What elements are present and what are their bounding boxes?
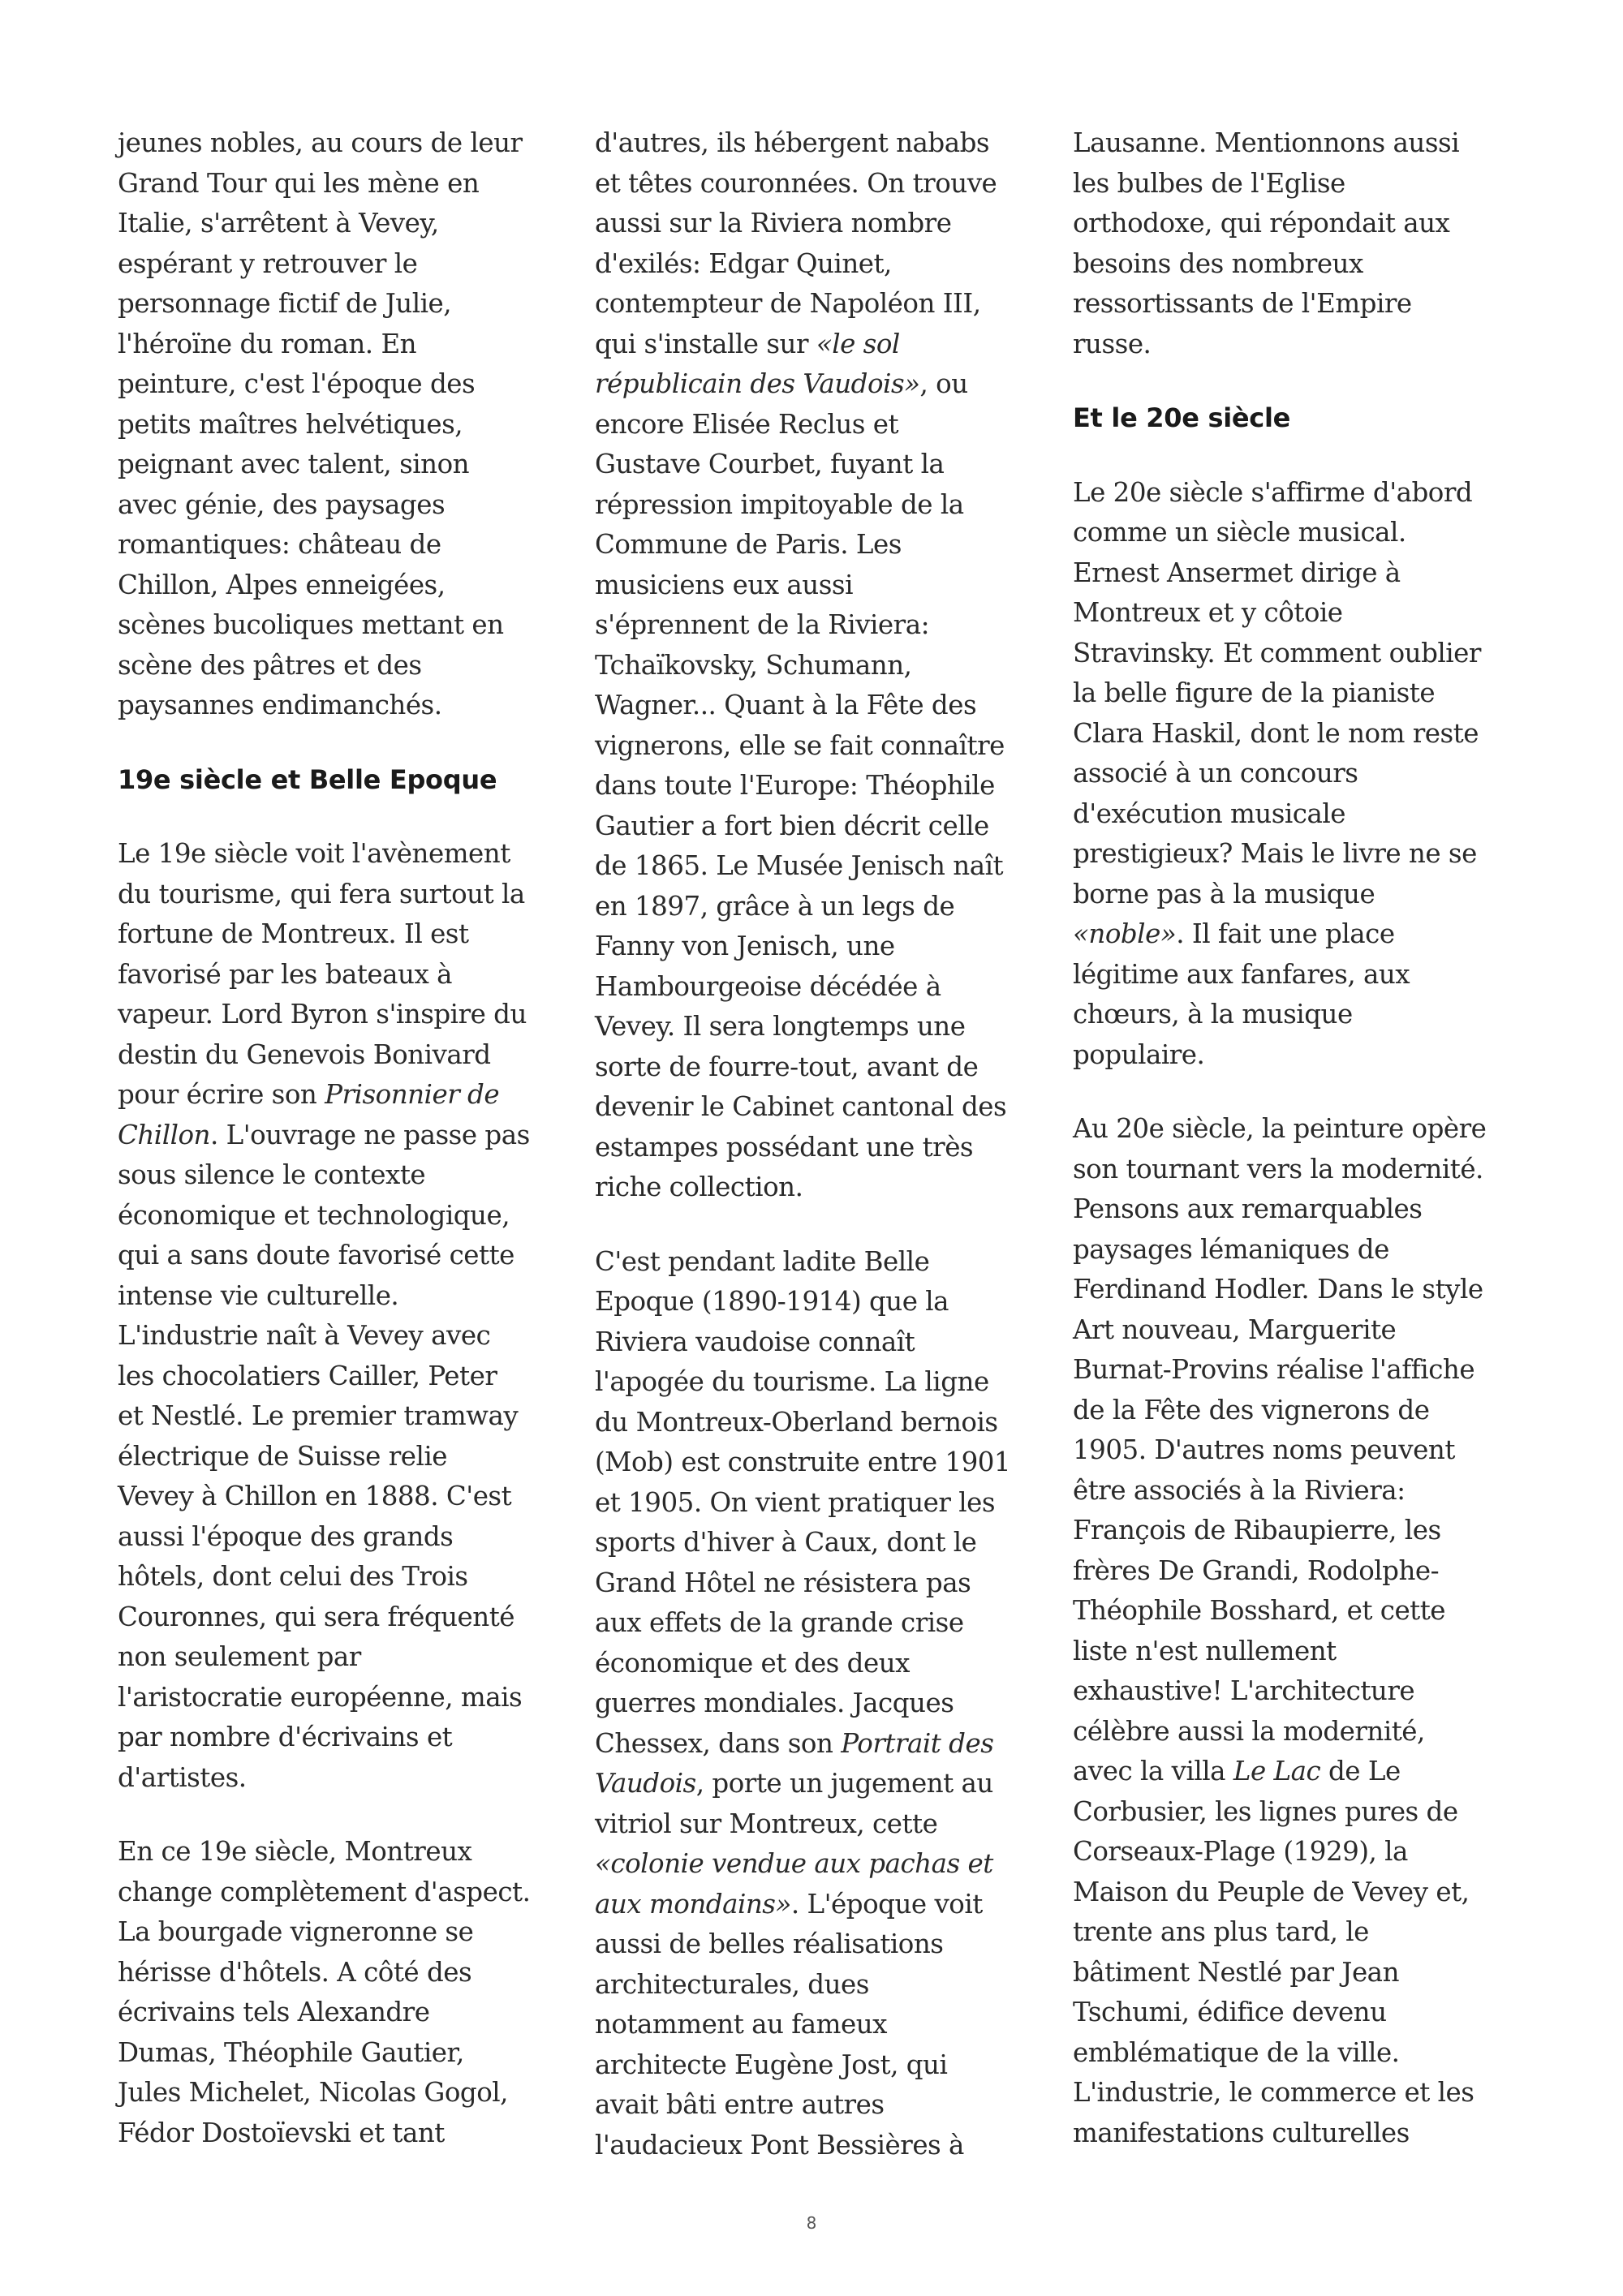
text-line: Montreux et y côtoie (1073, 597, 1343, 628)
text-line: Hambourgeoise décédée à (595, 970, 941, 1002)
text-run: . Il fait une place (1176, 918, 1395, 949)
text-line: encore Elisée Reclus et (595, 408, 899, 440)
quotation: «colonie vendue aux pachas et (595, 1848, 993, 1879)
text-line: Au 20e siècle, la peinture opère (1073, 1113, 1487, 1144)
text-line: d'exécution musicale (1073, 798, 1345, 829)
text-line: Clara Haskil, dont le nom reste (1073, 717, 1479, 749)
text-line: d'autres, ils hébergent nababs (595, 127, 990, 158)
text-line: bâtiment Nestlé par Jean (1073, 1956, 1399, 1988)
text-line: les bulbes de l'Eglise (1073, 167, 1345, 199)
text-line (595, 325, 1049, 365)
text-line: par nombre d'écrivains et (118, 1722, 453, 1752)
text-line: de la Fête des vignerons de (1073, 1394, 1430, 1425)
text-run: de Le (1320, 1756, 1401, 1786)
text-line: Grand Tour qui les mène en (118, 167, 480, 199)
text-line: scène des pâtres et des (118, 649, 422, 681)
quotation: «noble» (1073, 918, 1177, 949)
text-line: sous silence le contexte (118, 1159, 426, 1190)
text-line: romantiques: château de (118, 529, 441, 560)
book-title: Vaudois (595, 1768, 696, 1799)
text-line: En ce 19e siècle, Montreux (118, 1836, 472, 1867)
paragraph (1073, 473, 1527, 1076)
text-line: trente ans plus tard, le (1073, 1916, 1369, 1947)
text-line: François de Ribaupierre, les (1073, 1515, 1441, 1546)
text-line: avait bâti entre autres (595, 2089, 885, 2120)
text-line: jeunes nobles, au cours de leur (118, 127, 523, 158)
text-line: s'éprennent de la Riviera: (595, 609, 930, 640)
text-line: liste n'est nullement (1073, 1635, 1337, 1666)
text-line: besoins des nombreux (1073, 247, 1363, 279)
text-line: dans toute l'Europe: Théophile (595, 770, 995, 801)
text-line (595, 1764, 1049, 1804)
text-line: La bourgade vigneronne se (118, 1916, 474, 1947)
text-line: borne pas à la musique (1073, 878, 1375, 909)
text-line: légitime aux fanfares, aux (1073, 958, 1410, 990)
text-line: Maison du Peuple de Vevey et, (1073, 1876, 1470, 1907)
text-line: en 1897, grâce à un legs de (595, 890, 955, 922)
text-line: guerres mondiales. Jacques (595, 1688, 954, 1718)
text-line: populaire. (1073, 1038, 1205, 1070)
text-line: Ernest Ansermet dirige à (1073, 557, 1401, 588)
text-line: estampes possédant une très (595, 1131, 974, 1163)
text-line: Wagner... Quant à la Fête des (595, 690, 977, 720)
text-line: hôtels, dont celui des Trois (118, 1561, 468, 1592)
text-line: être associés à la Riviera: (1073, 1474, 1406, 1506)
text-line: espérant y retrouver le (118, 247, 418, 279)
text-line: aussi sur la Riviera nombre (595, 208, 952, 239)
book-title: Chillon (118, 1119, 210, 1150)
text-line: associé à un concours (1073, 758, 1358, 789)
text-line: et têtes couronnées. On trouve (595, 167, 997, 199)
text-line: prestigieux? Mais le livre ne se (1073, 838, 1477, 869)
text-line: l'audacieux Pont Bessières à (595, 2129, 964, 2161)
text-line: aux effets de la grande crise (595, 1607, 964, 1638)
text-line: fortune de Montreux. Il est (118, 918, 469, 949)
text-line: Couronnes, qui sera fréquenté (118, 1601, 515, 1632)
text-line: peinture, c'est l'époque des (118, 368, 476, 399)
text-line: Fanny von Jenisch, une (595, 931, 895, 961)
quotation: «le sol (816, 328, 900, 359)
text-line: intense vie culturelle. (118, 1279, 399, 1311)
text-line: célèbre aussi la modernité, (1073, 1715, 1425, 1747)
text-line: Burnat-Provins réalise l'affiche (1073, 1354, 1475, 1385)
paragraph (595, 1242, 1049, 2166)
text-line: riche collection. (595, 1172, 803, 1202)
section-heading-20e-siecle: Et le 20e siècle (1073, 402, 1291, 433)
paragraph (118, 1832, 572, 2153)
text-line: manifestations culturelles (1073, 2117, 1410, 2148)
text-run: . L'époque voit (790, 1888, 983, 1920)
text-line: Le 20e siècle s'affirme d'abord (1073, 476, 1473, 508)
text-run: avec la villa (1073, 1756, 1233, 1786)
text-line: aussi de belles réalisations (595, 1928, 944, 1959)
text-line (118, 1116, 572, 1156)
text-run: qui s'installe sur (595, 328, 816, 359)
text-line: Commune de Paris. Les (595, 529, 902, 560)
text-line: Théophile Bosshard, et cette (1073, 1595, 1446, 1626)
paragraph (118, 834, 572, 1798)
text-line: destin du Genevois Bonivard (118, 1038, 491, 1070)
text-line: Vevey. Il sera longtemps une (595, 1011, 966, 1042)
text-run: pour écrire son (118, 1079, 325, 1110)
text-line: répression impitoyable de la (595, 488, 964, 520)
text-line: Dumas, Théophile Gautier, (118, 2036, 464, 2068)
book-title: Prisonnier de (325, 1079, 500, 1110)
text-column-3 (1073, 123, 1527, 2187)
text-line: Tschumi, édifice devenu (1073, 1997, 1387, 2027)
text-line: avec génie, des paysages (118, 488, 446, 520)
text-line: contempteur de Napoléon III, (595, 288, 981, 319)
text-line: Gustave Courbet, fuyant la (595, 449, 945, 479)
text-line: Corseaux-Plage (1929), la (1073, 1836, 1408, 1867)
text-line: L'industrie, le commerce et les (1073, 2077, 1474, 2108)
text-line: du Montreux-Oberland bernois (595, 1406, 998, 1438)
text-line: emblématique de la ville. (1073, 2036, 1400, 2068)
quotation: aux mondains» (595, 1888, 791, 1920)
text-line: les chocolatiers Cailler, Peter (118, 1360, 497, 1391)
text-line: Lausanne. Mentionnons aussi (1073, 127, 1460, 158)
text-line: vitriol sur Montreux, cette (595, 1808, 938, 1839)
text-line: hérisse d'hôtels. A côté des (118, 1956, 472, 1988)
text-line: paysannes endimanchés. (118, 690, 442, 720)
text-line: architecturales, dues (595, 1968, 869, 2000)
text-line: l'héroïne du roman. En (118, 328, 417, 359)
text-line: C'est pendant ladite Belle (595, 1245, 930, 1277)
text-run: . L'ouvrage ne passe pas (209, 1119, 530, 1150)
text-line: musiciens eux aussi (595, 569, 853, 600)
text-line: d'artistes. (118, 1761, 247, 1793)
text-line: et Nestlé. Le premier tramway (118, 1400, 519, 1431)
paragraph (1073, 123, 1527, 364)
paragraph (118, 123, 572, 726)
text-line: qui a sans doute favorisé cette (118, 1240, 514, 1271)
book-title: Portrait des (841, 1727, 994, 1759)
text-line (1073, 914, 1527, 955)
text-line: peignant avec talent, sinon (118, 449, 470, 479)
text-line: Le 19e siècle voit l'avènement (118, 838, 510, 869)
text-line: électrique de Suisse relie (118, 1440, 448, 1472)
section-heading-19e-siecle: 19e siècle et Belle Epoque (118, 763, 497, 795)
text-line (1073, 1752, 1527, 1792)
page-number: 8 (806, 2213, 817, 2233)
text-line: l'aristocratie européenne, mais (118, 1681, 523, 1713)
text-line: aussi l'époque des grands (118, 1520, 454, 1552)
text-line: devenir le Cabinet cantonal des (595, 1091, 1007, 1122)
building-title: Le Lac (1233, 1756, 1321, 1786)
text-line: notamment au fameux (595, 2009, 887, 2040)
text-line: L'industrie naît à Vevey avec (118, 1320, 491, 1351)
text-line: 1905. D'autres noms peuvent (1073, 1434, 1455, 1465)
text-line: sports d'hiver à Caux, dont le (595, 1527, 977, 1558)
text-run: Chessex, dans son (595, 1727, 842, 1759)
text-line: de 1865. Le Musée Jenisch naît (595, 850, 1004, 881)
text-line: et 1905. On vient pratiquer les (595, 1486, 996, 1518)
text-line: Riviera vaudoise connaît (595, 1326, 915, 1357)
text-line: Stravinsky. Et comment oublier (1073, 637, 1481, 669)
text-line: favorisé par les bateaux à (118, 958, 453, 990)
text-line: du tourisme, qui fera surtout la (118, 878, 525, 909)
text-line: exhaustive! L'architecture (1073, 1675, 1415, 1706)
text-line: non seulement par (118, 1641, 361, 1672)
text-line: personnage fictif de Julie, (118, 288, 452, 319)
text-run: , ou (919, 368, 968, 399)
text-line: Fédor Dostoïevski et tant (118, 2117, 445, 2148)
text-line: son tournant vers la modernité. (1073, 1153, 1483, 1185)
text-line: vapeur. Lord Byron s'inspire du (118, 999, 527, 1030)
text-line (118, 1075, 572, 1116)
text-column-2 (595, 123, 1049, 2199)
text-line (595, 1724, 1049, 1765)
text-line: Grand Hôtel ne résistera pas (595, 1567, 971, 1598)
text-line: Art nouveau, Marguerite (1073, 1314, 1397, 1345)
text-line: (Mob) est construite entre 1901 (595, 1447, 1011, 1477)
text-line: ressortissants de l'Empire (1073, 288, 1412, 319)
text-line: Corbusier, les lignes pures de (1073, 1795, 1458, 1827)
text-line: la belle figure de la pianiste (1073, 677, 1436, 708)
text-line (595, 364, 1049, 405)
text-line: architecte Eugène Jost, qui (595, 2049, 948, 2080)
text-line (595, 1844, 1049, 1885)
quotation: républicain des Vaudois» (595, 368, 920, 399)
text-line: vignerons, elle se fait connaître (595, 729, 1005, 761)
text-line: comme un siècle musical. (1073, 517, 1406, 548)
paragraph (1073, 1109, 1527, 2153)
text-line: Chillon, Alpes enneigées, (118, 569, 446, 600)
text-line: petits maîtres helvétiques, (118, 408, 463, 440)
text-line: orthodoxe, qui répondait aux (1073, 208, 1450, 239)
text-line: Pensons aux remarquables (1073, 1193, 1423, 1224)
text-column-1 (118, 123, 572, 2187)
text-line: l'apogée du tourisme. La ligne (595, 1366, 989, 1397)
text-line: frères De Grandi, Rodolphe- (1073, 1554, 1440, 1586)
text-line: Tchaïkovsky, Schumann, (595, 649, 912, 681)
text-line (595, 1885, 1049, 1925)
text-line: chœurs, à la musique (1073, 999, 1353, 1030)
text-line: sorte de fourre-tout, avant de (595, 1051, 979, 1082)
text-line: Italie, s'arrêtent à Vevey, (118, 208, 439, 239)
text-line: change complètement d'aspect. (118, 1876, 531, 1907)
text-line: économique et technologique, (118, 1199, 510, 1231)
text-line: d'exilés: Edgar Quinet, (595, 247, 892, 279)
text-run: , porte un jugement au (695, 1768, 993, 1799)
text-line: écrivains tels Alexandre (118, 1997, 430, 2027)
text-line: économique et des deux (595, 1647, 910, 1679)
text-line: scènes bucoliques mettant en (118, 609, 504, 640)
text-line: Vevey à Chillon en 1888. C'est (118, 1481, 512, 1511)
text-line: Jules Michelet, Nicolas Gogol, (118, 2077, 508, 2108)
paragraph (595, 123, 1049, 1208)
text-line: Ferdinand Hodler. Dans le style (1073, 1274, 1483, 1305)
text-line: Gautier a fort bien décrit celle (595, 810, 989, 841)
text-line: Epoque (1890-1914) que la (595, 1286, 949, 1317)
text-line: russe. (1073, 328, 1152, 359)
text-line: paysages lémaniques de (1073, 1233, 1389, 1265)
